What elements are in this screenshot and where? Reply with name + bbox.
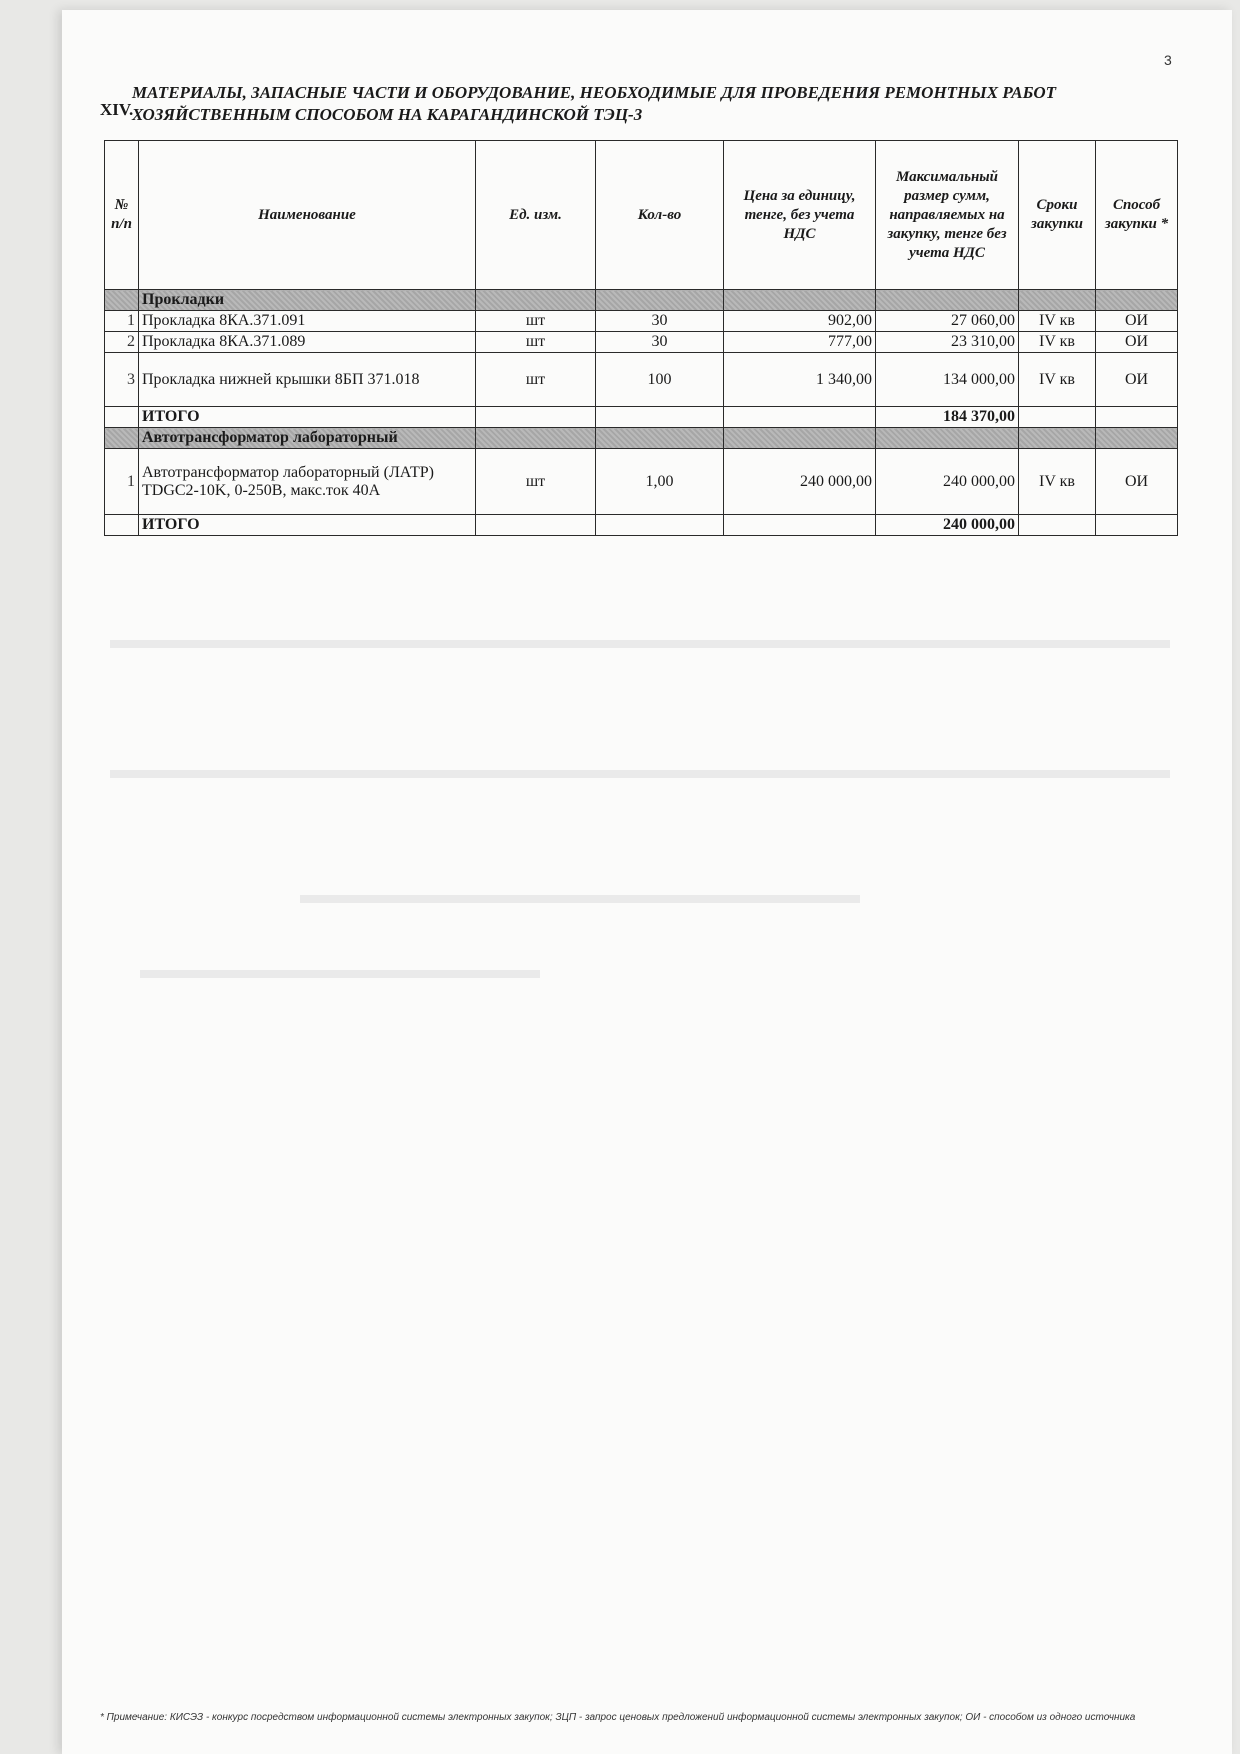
group-title: Прокладки <box>139 290 476 311</box>
row-term: IV кв <box>1019 332 1096 353</box>
row-name: Прокладка 8КА.371.089 <box>139 332 476 353</box>
header-max-sum: Максимальный размер сумм, направляемых на закупку, тенге без учета НДС <box>876 141 1019 290</box>
header-unit: Ед. изм. <box>476 141 596 290</box>
row-qty: 30 <box>596 311 724 332</box>
row-name: Автотрансформатор лабораторный (ЛАТР) TDGC2-10K, 0-250В, макс.ток 40А <box>139 449 476 515</box>
group-title: Автотрансформатор лабораторный <box>139 428 476 449</box>
total-value: 240 000,00 <box>876 515 1019 536</box>
page-number: 3 <box>1164 52 1172 68</box>
header-num: № п/п <box>105 141 139 290</box>
row-unit: шт <box>476 332 596 353</box>
row-unit: шт <box>476 449 596 515</box>
header-qty: Кол-во <box>596 141 724 290</box>
total-value: 184 370,00 <box>876 407 1019 428</box>
row-qty: 100 <box>596 353 724 407</box>
row-price: 902,00 <box>724 311 876 332</box>
table-row <box>105 353 1178 407</box>
section-number: XIV. <box>100 100 134 119</box>
table-row <box>105 311 1178 332</box>
header-name: Наименование <box>139 141 476 290</box>
table-row <box>105 332 1178 353</box>
row-sum: 23 310,00 <box>876 332 1019 353</box>
group-row <box>105 428 1178 449</box>
row-sum: 134 000,00 <box>876 353 1019 407</box>
table-row <box>105 449 1178 515</box>
row-term: IV кв <box>1019 353 1096 407</box>
section-title: МАТЕРИАЛЫ, ЗАПАСНЫЕ ЧАСТИ И ОБОРУДОВАНИЕ, НЕОБХОДИМЫЕ ДЛЯ ПРОВЕДЕНИЯ РЕМОНТНЫХ РАБОТ ХОЗЯЙСТВЕННЫМ СПОСОБОМ НА КАРАГАНДИНСКОЙ ТЭЦ-3 <box>132 83 1057 124</box>
row-price: 1 340,00 <box>724 353 876 407</box>
total-row <box>105 407 1178 428</box>
items-table <box>104 140 1178 536</box>
footnote: * Примечание: КИСЭЗ - конкурс посредством информационной системы электронных закупок; ЗЦП - запрос ценовых предложений информационной системы электронных закупок; ОИ - способом из одного источника <box>100 1712 1136 1723</box>
bleed-through-mark <box>140 970 540 978</box>
row-sum: 27 060,00 <box>876 311 1019 332</box>
row-unit: шт <box>476 353 596 407</box>
row-qty: 30 <box>596 332 724 353</box>
row-term: IV кв <box>1019 311 1096 332</box>
row-num: 1 <box>105 449 139 515</box>
row-sum: 240 000,00 <box>876 449 1019 515</box>
row-method: ОИ <box>1096 353 1178 407</box>
row-method: ОИ <box>1096 449 1178 515</box>
header-price: Цена за единицу, тенге, без учета НДС <box>724 141 876 290</box>
row-price: 240 000,00 <box>724 449 876 515</box>
group-row <box>105 290 1178 311</box>
total-row <box>105 515 1178 536</box>
row-qty: 1,00 <box>596 449 724 515</box>
row-method: ОИ <box>1096 332 1178 353</box>
total-label: ИТОГО <box>139 407 476 428</box>
row-num: 3 <box>105 353 139 407</box>
header-term: Сроки закупки <box>1019 141 1096 290</box>
header-method: Способ закупки * <box>1096 141 1178 290</box>
row-name: Прокладка нижней крышки 8БП 371.018 <box>139 353 476 407</box>
row-num: 2 <box>105 332 139 353</box>
row-term: IV кв <box>1019 449 1096 515</box>
table-header-row <box>105 141 1178 290</box>
row-unit: шт <box>476 311 596 332</box>
row-price: 777,00 <box>724 332 876 353</box>
bleed-through-mark <box>110 770 1170 778</box>
row-num: 1 <box>105 311 139 332</box>
bleed-through-mark <box>110 640 1170 648</box>
row-method: ОИ <box>1096 311 1178 332</box>
row-name: Прокладка 8КА.371.091 <box>139 311 476 332</box>
bleed-through-mark <box>300 895 860 903</box>
total-label: ИТОГО <box>139 515 476 536</box>
